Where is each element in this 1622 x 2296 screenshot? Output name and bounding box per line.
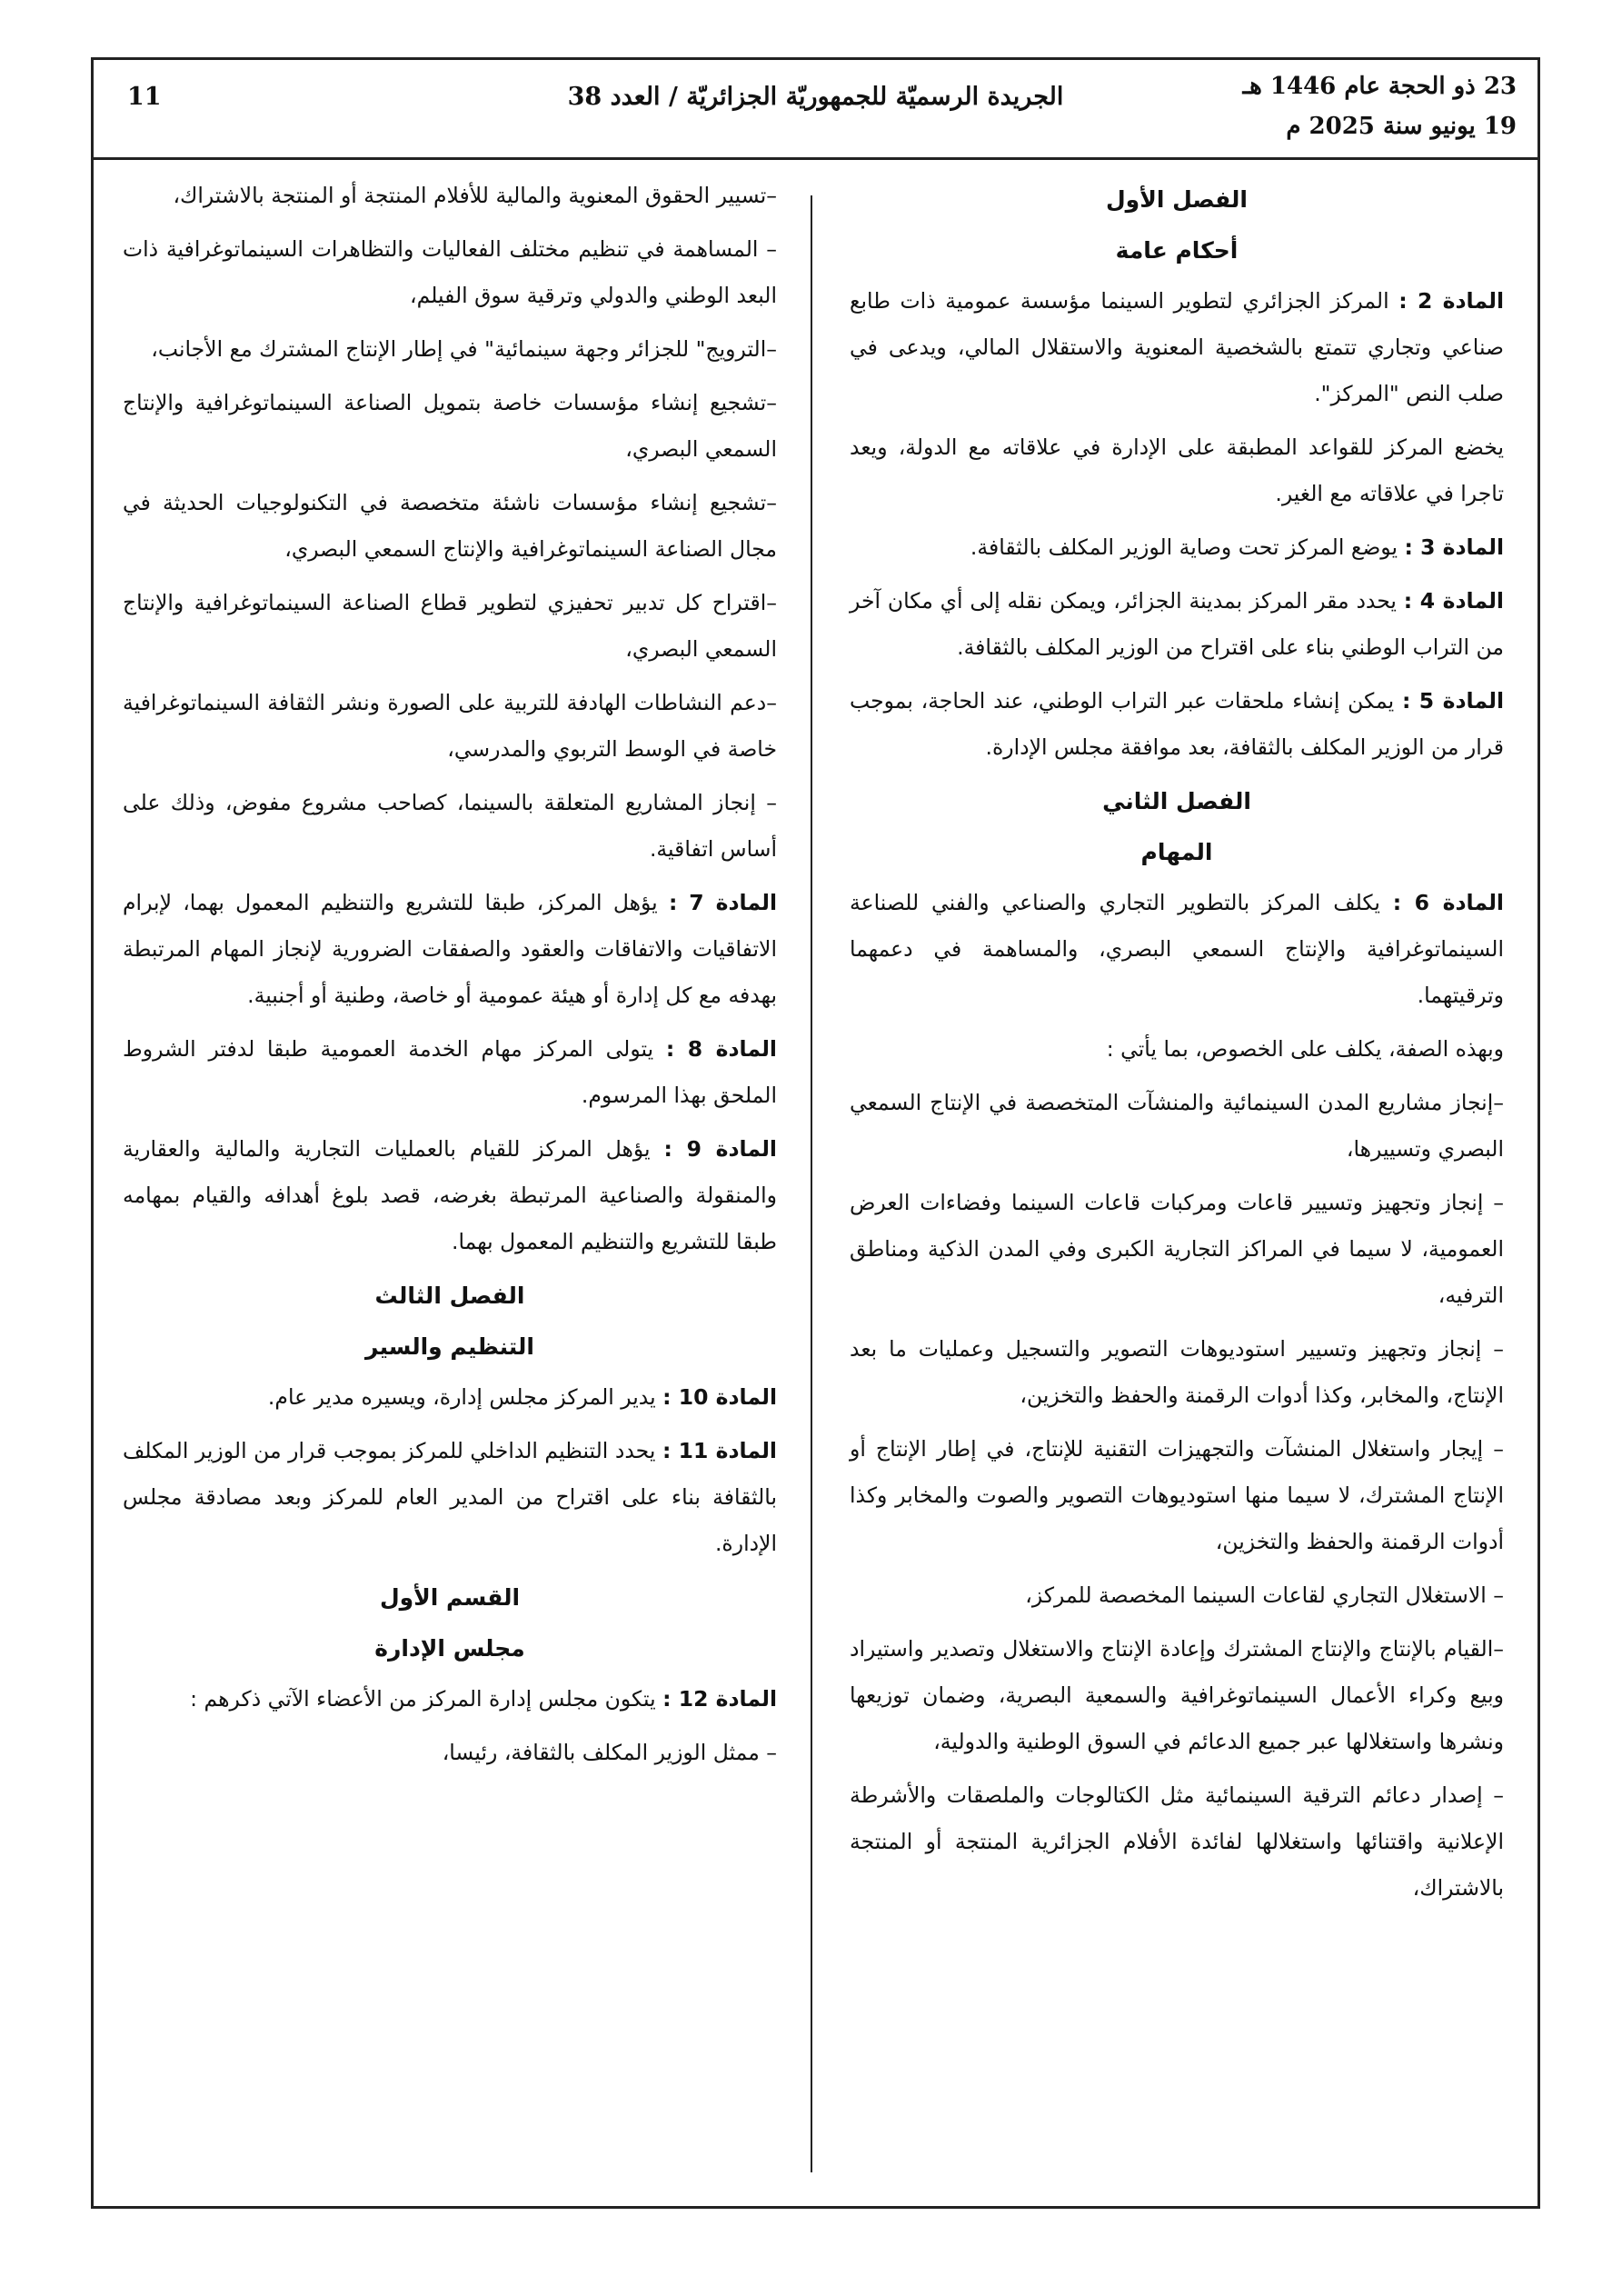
chapter-title: الفصل الثاني <box>1102 788 1251 814</box>
left-column <box>123 173 777 1783</box>
right-column <box>850 173 1504 1919</box>
list-item: – المساهمة في تنظيم مختلف الفعاليات والتظاهرات السينماتوغرافية ذات البعد الوطني والدولي وترقية سوق الفيلم، <box>123 236 777 308</box>
section-subtitle: مجلس الإدارة <box>374 1635 525 1662</box>
article-text: يؤهل المركز، طبقا للتشريع والتنظيم المعمول بهما، لإبرام الاتفاقيات والاتفاقات والعقود والصفقات الضرورية لإنجاز المهام المرتبطة بهدفه مع كل إدارة أو هيئة عمومية أو خاصة، وطنية أو أجنبية. <box>123 890 777 1008</box>
list-item: – إنجاز المشاريع المتعلقة بالسينما، كصاحب مشروع مفوض، وذلك على أساس اتفاقية. <box>123 790 777 862</box>
article-6 <box>850 880 1504 1019</box>
date-hijri: 23 ذو الحجة عام 1446 هـ <box>1242 73 1517 100</box>
article-label: المادة 5 : <box>1401 688 1504 714</box>
list-item: – الاستغلال التجاري لقاعات السينما المخصصة للمركز، <box>1025 1582 1504 1608</box>
list-item: –دعم النشاطات الهادفة للتربية على الصورة ونشر الثقافة السينماتوغرافية خاصة في الوسط التربوي والمدرسي، <box>123 690 777 762</box>
list-item: – إيجار واستغلال المنشآت والتجهيزات التقنية للإنتاج، في إطار الإنتاج أو الإنتاج المشترك، لا سيما منها استوديوهات التصوير والصوت والمخابر وكذا أدوات الرقمنة والحفظ والتخزين، <box>850 1436 1504 1554</box>
page-number: 11 <box>127 83 162 111</box>
journal-title: الجريدة الرسميّة للجمهوريّة الجزائريّة / العدد 38 <box>567 83 1064 111</box>
list-item: – إصدار دعائم الترقية السينمائية مثل الكتالوجات والملصقات والأشرطة الإعلانية واقتنائها واستغلالها لفائدة الأفلام الجزائرية المنتجة أو المنتجة بالاشتراك، <box>850 1782 1504 1901</box>
list-item: –تسيير الحقوق المعنوية والمالية للأفلام المنتجة أو المنتجة بالاشتراك، <box>173 183 777 208</box>
article-3 <box>850 524 1504 571</box>
date-gregorian: 19 يونيو سنة 2025 م <box>1286 113 1517 140</box>
chapter-title: الفصل الأول <box>1105 186 1249 213</box>
article-text: يكلف المركز بالتطوير التجاري والصناعي والفني للصناعة السينماتوغرافية والإنتاج السمعي البصري، والمساهمة في دعمهما وترقيتهما. <box>850 890 1504 1008</box>
article-8 <box>123 1026 777 1119</box>
article-label: المادة 10 : <box>662 1384 777 1410</box>
article-12 <box>123 1676 777 1722</box>
column-divider <box>811 195 812 2172</box>
article-label: المادة 11 : <box>662 1438 777 1463</box>
article-text: يمكن إنشاء ملحقات عبر التراب الوطني، عند الحاجة، بموجب قرار من الوزير المكلف بالثقافة، بعد موافقة مجلس الإدارة. <box>850 688 1504 760</box>
article-text: يتولى المركز مهام الخدمة العمومية طبقا لدفتر الشروط الملحق بهذا المرسوم. <box>123 1036 777 1108</box>
list-item: –اقتراح كل تدبير تحفيزي لتطوير قطاع الصناعة السينماتوغرافية والإنتاج السمعي البصري، <box>123 590 777 662</box>
article-6-intro: وبهذه الصفة، يكلف على الخصوص، بما يأتي : <box>1106 1036 1504 1062</box>
article-text: المركز الجزائري لتطوير السينما مؤسسة عمومية ذات طابع صناعي وتجاري تتمتع بالشخصية المعنوية والاستقلال المالي، ويدعى في صلب النص "المركز". <box>850 288 1504 406</box>
article-text: يحدد التنظيم الداخلي للمركز بموجب قرار من الوزير المكلف بالثقافة بناء على اقتراح من المدير العام للمركز وبعد مصادقة مجلس الإدارة. <box>123 1438 777 1556</box>
article-2-paragraph: يخضع المركز للقواعد المطبقة على الإدارة في علاقاته مع الدولة، ويعد تاجرا في علاقاته مع الغير. <box>850 434 1504 506</box>
article-label: المادة 4 : <box>1403 588 1504 614</box>
article-text: يتكون مجلس إدارة المركز من الأعضاء الآتي ذكرهم : <box>190 1686 656 1712</box>
article-label: المادة 2 : <box>1398 288 1504 314</box>
list-item: – ممثل الوزير المكلف بالثقافة، رئيسا، <box>442 1740 777 1765</box>
page-header <box>91 57 1540 160</box>
article-text: يحدد مقر المركز بمدينة الجزائر، ويمكن نقله إلى أي مكان آخر من التراب الوطني بناء على اقتراح من الوزير المكلف بالثقافة. <box>850 588 1504 660</box>
list-item: –تشجيع إنشاء مؤسسات خاصة بتمويل الصناعة السينماتوغرافية والإنتاج السمعي البصري، <box>123 390 777 462</box>
chapter-subtitle: التنظيم والسير <box>365 1333 534 1360</box>
article-5 <box>850 678 1504 771</box>
article-2 <box>850 278 1504 417</box>
article-7 <box>123 880 777 1019</box>
chapter-title: الفصل الثالث <box>374 1283 525 1309</box>
header-date <box>1243 66 1517 146</box>
article-label: المادة 8 : <box>665 1036 777 1062</box>
article-label: المادة 3 : <box>1404 534 1504 560</box>
article-9 <box>123 1126 777 1265</box>
article-10 <box>123 1374 777 1421</box>
article-label: المادة 9 : <box>663 1136 777 1162</box>
article-text: يؤهل المركز للقيام بالعمليات التجارية والمالية والعقارية والمنقولة والصناعية المرتبطة بغرضه، قصد بلوغ أهدافه والقيام بمهامه طبقا للتشريع والتنظيم المعمول بهما. <box>123 1136 777 1254</box>
article-label: المادة 12 : <box>662 1686 777 1712</box>
chapter-subtitle: المهام <box>1140 839 1213 865</box>
list-item: –إنجاز مشاريع المدن السينمائية والمنشآت المتخصصة في الإنتاج السمعي البصري وتسييرها، <box>850 1090 1504 1162</box>
article-4 <box>850 578 1504 671</box>
article-text: يوضع المركز تحت وصاية الوزير المكلف بالثقافة. <box>970 534 1398 560</box>
list-item: –تشجيع إنشاء مؤسسات ناشئة متخصصة في التكنولوجيات الحديثة في مجال الصناعة السينماتوغرافية والإنتاج السمعي البصري، <box>123 490 777 562</box>
list-item: – إنجاز وتجهيز وتسيير استوديوهات التصوير والتسجيل وعمليات ما بعد الإنتاج، والمخابر، وكذا أدوات الرقمنة والحفظ والتخزين، <box>850 1336 1504 1408</box>
list-item: –الترويج" للجزائر وجهة سينمائية" في إطار الإنتاج المشترك مع الأجانب، <box>151 336 777 362</box>
chapter-subtitle: أحكام عامة <box>1115 237 1239 264</box>
section-title: القسم الأول <box>379 1584 521 1611</box>
list-item: –القيام بالإنتاج والإنتاج المشترك وإعادة الإنتاج والاستغلال وتصدير واستيراد وبيع وكراء الأعمال السينماتوغرافية والسمعية البصرية، وضمان توزيعها ونشرها واستغلالها عبر جميع الدعائم في السوق الوطنية والدولية، <box>850 1636 1504 1754</box>
article-label: المادة 6 : <box>1392 890 1504 915</box>
article-11 <box>123 1428 777 1567</box>
list-item: – إنجاز وتجهيز وتسيير قاعات ومركبات قاعات السينما وفضاءات العرض العمومية، لا سيما في المراكز التجارية الكبرى وفي المدن الذكية ومناطق الترفيه، <box>850 1190 1504 1308</box>
article-text: يدير المركز مجلس إدارة، ويسيره مدير عام. <box>267 1384 656 1410</box>
article-label: المادة 7 : <box>668 890 777 915</box>
